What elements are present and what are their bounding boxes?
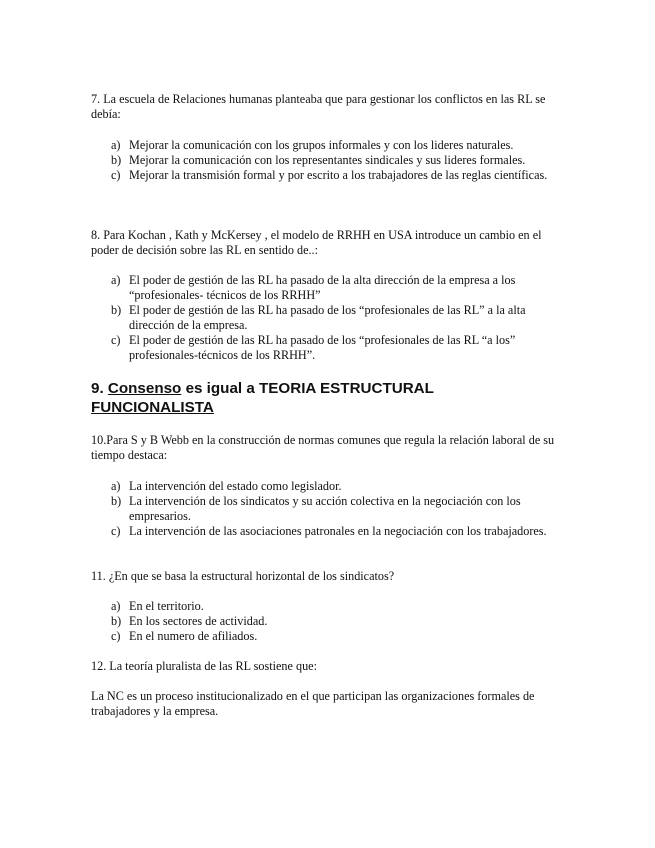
option-text: Mejorar la comunicación con los representantes sindicales y sus lideres formales.	[129, 153, 526, 167]
option-text: La intervención de las asociaciones patronales en la negociación con los trabajadores.	[129, 524, 547, 538]
heading-number: 9.	[91, 380, 104, 397]
question-10-options	[91, 479, 569, 539]
option-text: El poder de gestión de las RL ha pasado de los “profesionales de las RL” a la alta dirección de la empresa.	[129, 303, 526, 332]
heading-underlined-word: Consenso	[107, 380, 182, 397]
heading-line-2: FUNCIONALISTA	[91, 399, 214, 416]
question-8-option-c	[91, 333, 569, 363]
option-text: El poder de gestión de las RL ha pasado de los “profesionales de las RL “a los” profesionales-técnicos de los RRHH”.	[129, 333, 516, 362]
option-text: En el territorio.	[129, 599, 204, 613]
question-8-option-a	[91, 273, 569, 303]
question-7-option-c	[91, 168, 569, 183]
question-10-option-a	[91, 479, 569, 494]
section-9-heading	[91, 379, 569, 417]
option-label: b)	[111, 614, 122, 628]
question-11-option-c	[91, 629, 569, 644]
option-text: En los sectores de actividad.	[129, 614, 268, 628]
option-label: c)	[111, 629, 121, 643]
question-7-text: 7. La escuela de Relaciones humanas planteaba que para gestionar los conflictos en las RL se debía:	[91, 92, 546, 121]
question-7-options	[91, 138, 569, 183]
question-11-options	[91, 599, 569, 644]
question-11-option-b	[91, 614, 569, 629]
option-text: Mejorar la comunicación con los grupos informales y con los lideres naturales.	[129, 138, 514, 152]
option-text: En el numero de afiliados.	[129, 629, 258, 643]
question-11-option-a	[91, 599, 569, 614]
question-7-option-b	[91, 153, 569, 168]
option-label: b)	[111, 153, 122, 167]
question-10-option-b	[91, 494, 569, 524]
option-label: c)	[111, 333, 121, 347]
option-text: Mejorar la transmisión formal y por escrito a los trabajadores de las reglas científicas.	[129, 168, 548, 182]
option-label: a)	[111, 599, 121, 613]
question-12-text: 12. La teoría pluralista de las RL sostiene que:	[91, 659, 317, 673]
question-7-option-a	[91, 138, 569, 153]
option-label: c)	[111, 168, 121, 182]
question-11-text: 11. ¿En que se basa la estructural horizontal de los sindicatos?	[91, 569, 395, 583]
question-12-answer: La NC es un proceso institucionalizado en el que participan las organizaciones formales de trabajadores y la empresa.	[91, 689, 535, 718]
option-label: a)	[111, 138, 121, 152]
option-label: c)	[111, 524, 121, 538]
question-10-text: 10.Para S y B Webb en la construcción de normas comunes que regula la relación laboral de su tiempo destaca:	[91, 433, 555, 462]
option-text: El poder de gestión de las RL ha pasado de la alta dirección de la empresa a los “profesionales- técnicos de los RRHH”	[129, 273, 516, 302]
option-text: La intervención de los sindicatos y su acción colectiva en la negociación con los empresarios.	[129, 494, 521, 523]
option-label: b)	[111, 494, 122, 508]
option-label: b)	[111, 303, 122, 317]
option-label: a)	[111, 273, 121, 287]
heading-middle-text: es igual a TEORIA ESTRUCTURAL	[185, 380, 434, 397]
question-8-text: 8. Para Kochan , Kath y McKersey , el modelo de RRHH en USA introduce un cambio en el poder de decisión sobre las RL en sentido de..:	[91, 228, 542, 257]
question-10-option-c	[91, 524, 569, 539]
question-8-options	[91, 273, 569, 363]
option-text: La intervención del estado como legislador.	[129, 479, 342, 493]
option-label: a)	[111, 479, 121, 493]
question-8-option-b	[91, 303, 569, 333]
